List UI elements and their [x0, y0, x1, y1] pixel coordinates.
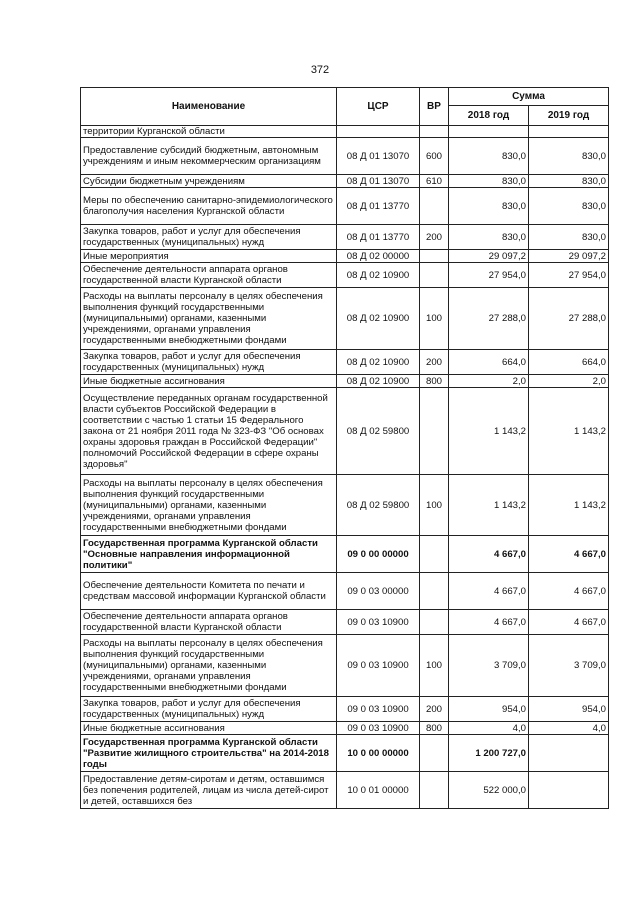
- row-sum-2018: 4 667,0: [449, 610, 529, 635]
- header-csr: ЦСР: [337, 88, 420, 126]
- row-sum-2018: 830,0: [449, 138, 529, 175]
- row-sum-2019: 4 667,0: [529, 610, 609, 635]
- table-row: [81, 375, 609, 388]
- row-sum-2019: [529, 772, 609, 809]
- row-vr: 100: [420, 288, 449, 350]
- row-csr: 08 Д 01 13070: [337, 138, 420, 175]
- row-sum-2018: 830,0: [449, 225, 529, 250]
- table-body: [81, 126, 609, 809]
- row-sum-2019: 29 097,2: [529, 250, 609, 263]
- row-sum-2019: 4 667,0: [529, 573, 609, 610]
- table-row: [81, 722, 609, 735]
- table-header: [81, 88, 609, 126]
- row-sum-2018: 522 000,0: [449, 772, 529, 809]
- row-vr: [420, 188, 449, 225]
- row-csr: [337, 126, 420, 138]
- row-vr: [420, 772, 449, 809]
- row-sum-2018: 1 143,2: [449, 475, 529, 536]
- row-name: Предоставление детям-сиротам и детям, оставшимся без попечения родителей, лицам из числа детей-сирот и детей, оставшихся без: [81, 772, 337, 809]
- table-row: [81, 475, 609, 536]
- row-name: Иные бюджетные ассигнования: [81, 375, 337, 388]
- table-row: [81, 536, 609, 573]
- row-sum-2019: 27 288,0: [529, 288, 609, 350]
- table-row: [81, 288, 609, 350]
- row-csr: 10 0 01 00000: [337, 772, 420, 809]
- row-name: Меры по обеспечению санитарно-эпидемиологического благополучия населения Курганской области: [81, 188, 337, 225]
- row-sum-2019: 664,0: [529, 350, 609, 375]
- table-row: [81, 263, 609, 288]
- row-vr: 800: [420, 722, 449, 735]
- table-row: [81, 772, 609, 809]
- row-name: Обеспечение деятельности аппарата органов государственной власти Курганской области: [81, 610, 337, 635]
- row-sum-2019: 4 667,0: [529, 536, 609, 573]
- row-name: Расходы на выплаты персоналу в целях обеспечения выполнения функций государственными (муниципальными) органами, казенными учреждениями, органами управления государственными внебюджетными фондами: [81, 635, 337, 697]
- row-sum-2018: 2,0: [449, 375, 529, 388]
- row-csr: 09 0 03 10900: [337, 697, 420, 722]
- row-sum-2019: 830,0: [529, 225, 609, 250]
- table-row: [81, 610, 609, 635]
- row-name: Расходы на выплаты персоналу в целях обеспечения выполнения функций государственными (муниципальными) органами, казенными учреждениями, органами управления государственными внебюджетными фондами: [81, 475, 337, 536]
- row-sum-2018: 27 288,0: [449, 288, 529, 350]
- table-row: [81, 350, 609, 375]
- row-name: Государственная программа Курганской области "Основные направления информационной политики": [81, 536, 337, 573]
- row-sum-2019: 1 143,2: [529, 475, 609, 536]
- row-csr: 08 Д 01 13770: [337, 188, 420, 225]
- row-vr: [420, 536, 449, 573]
- row-vr: 610: [420, 175, 449, 188]
- row-name: Обеспечение деятельности Комитета по печати и средствам массовой информации Курганской области: [81, 573, 337, 610]
- row-csr: 08 Д 02 10900: [337, 375, 420, 388]
- row-csr: 09 0 03 10900: [337, 635, 420, 697]
- row-sum-2019: 27 954,0: [529, 263, 609, 288]
- header-name: Наименование: [81, 88, 337, 126]
- row-csr: 08 Д 02 59800: [337, 475, 420, 536]
- row-sum-2018: 4 667,0: [449, 536, 529, 573]
- table-row: [81, 388, 609, 475]
- row-csr: 08 Д 01 13070: [337, 175, 420, 188]
- row-sum-2018: 3 709,0: [449, 635, 529, 697]
- header-year-2018: 2018 год: [449, 106, 529, 126]
- row-sum-2018: 1 200 727,0: [449, 735, 529, 772]
- table-row: [81, 138, 609, 175]
- row-vr: [420, 573, 449, 610]
- row-vr: [420, 388, 449, 475]
- row-csr: 09 0 03 10900: [337, 722, 420, 735]
- table-row: [81, 126, 609, 138]
- row-sum-2018: [449, 126, 529, 138]
- row-name: Закупка товаров, работ и услуг для обеспечения государственных (муниципальных) нужд: [81, 225, 337, 250]
- header-vr: ВР: [420, 88, 449, 126]
- row-sum-2019: 830,0: [529, 188, 609, 225]
- row-sum-2018: 664,0: [449, 350, 529, 375]
- table-row: [81, 735, 609, 772]
- row-vr: [420, 263, 449, 288]
- row-name: Расходы на выплаты персоналу в целях обеспечения выполнения функций государственными (муниципальными) органами, казенными учреждениями, органами управления государственными внебюджетными фондами: [81, 288, 337, 350]
- row-csr: 08 Д 01 13770: [337, 225, 420, 250]
- row-csr: 08 Д 02 00000: [337, 250, 420, 263]
- row-name: Предоставление субсидий бюджетным, автономным учреждениям и иным некоммерческим организациям: [81, 138, 337, 175]
- row-vr: [420, 250, 449, 263]
- row-sum-2018: 4,0: [449, 722, 529, 735]
- row-vr: 800: [420, 375, 449, 388]
- header-year-2019: 2019 год: [529, 106, 609, 126]
- row-sum-2018: 830,0: [449, 175, 529, 188]
- row-vr: 100: [420, 475, 449, 536]
- row-sum-2019: 3 709,0: [529, 635, 609, 697]
- row-vr: [420, 126, 449, 138]
- row-name: Осуществление переданных органам государственной власти субъектов Российской Федерации в соответствии с частью 1 статьи 15 Федерального закона от 21 ноября 2011 года № 323-ФЗ "Об основах охраны здоровья граждан в Российской Федерации" полномочий Российской Федерации в сфере охраны здоровья": [81, 388, 337, 475]
- row-sum-2019: [529, 735, 609, 772]
- table-row: [81, 573, 609, 610]
- row-vr: 600: [420, 138, 449, 175]
- row-csr: 10 0 00 00000: [337, 735, 420, 772]
- row-sum-2019: 2,0: [529, 375, 609, 388]
- row-name: Иные бюджетные ассигнования: [81, 722, 337, 735]
- row-vr: 200: [420, 350, 449, 375]
- row-sum-2019: 830,0: [529, 175, 609, 188]
- table-row: [81, 188, 609, 225]
- row-name: Закупка товаров, работ и услуг для обеспечения государственных (муниципальных) нужд: [81, 697, 337, 722]
- row-name: Обеспечение деятельности аппарата органов государственной власти Курганской области: [81, 263, 337, 288]
- header-sum: Сумма: [449, 88, 609, 106]
- row-vr: [420, 610, 449, 635]
- row-csr: 08 Д 02 10900: [337, 350, 420, 375]
- row-csr: 09 0 00 00000: [337, 536, 420, 573]
- row-sum-2018: 954,0: [449, 697, 529, 722]
- row-name: Иные мероприятия: [81, 250, 337, 263]
- row-sum-2018: 830,0: [449, 188, 529, 225]
- row-name: Закупка товаров, работ и услуг для обеспечения государственных (муниципальных) нужд: [81, 350, 337, 375]
- row-sum-2019: 954,0: [529, 697, 609, 722]
- row-name: территории Курганской области: [81, 126, 337, 138]
- table-row: [81, 635, 609, 697]
- page-number: 372: [310, 64, 330, 76]
- row-sum-2019: 830,0: [529, 138, 609, 175]
- row-csr: 09 0 03 00000: [337, 573, 420, 610]
- table-row: [81, 697, 609, 722]
- row-csr: 08 Д 02 10900: [337, 288, 420, 350]
- table-row: [81, 225, 609, 250]
- row-csr: 08 Д 02 10900: [337, 263, 420, 288]
- row-name: Субсидии бюджетным учреждениям: [81, 175, 337, 188]
- row-sum-2019: [529, 126, 609, 138]
- row-sum-2019: 1 143,2: [529, 388, 609, 475]
- row-vr: 200: [420, 225, 449, 250]
- table-row: [81, 250, 609, 263]
- row-vr: 100: [420, 635, 449, 697]
- row-sum-2018: 29 097,2: [449, 250, 529, 263]
- row-sum-2019: 4,0: [529, 722, 609, 735]
- row-csr: 09 0 03 10900: [337, 610, 420, 635]
- row-csr: 08 Д 02 59800: [337, 388, 420, 475]
- table-row: [81, 175, 609, 188]
- row-vr: 200: [420, 697, 449, 722]
- row-sum-2018: 4 667,0: [449, 573, 529, 610]
- row-sum-2018: 1 143,2: [449, 388, 529, 475]
- budget-table: [80, 87, 609, 809]
- row-vr: [420, 735, 449, 772]
- row-name: Государственная программа Курганской области "Развитие жилищного строительства" на 2014-2018 годы: [81, 735, 337, 772]
- row-sum-2018: 27 954,0: [449, 263, 529, 288]
